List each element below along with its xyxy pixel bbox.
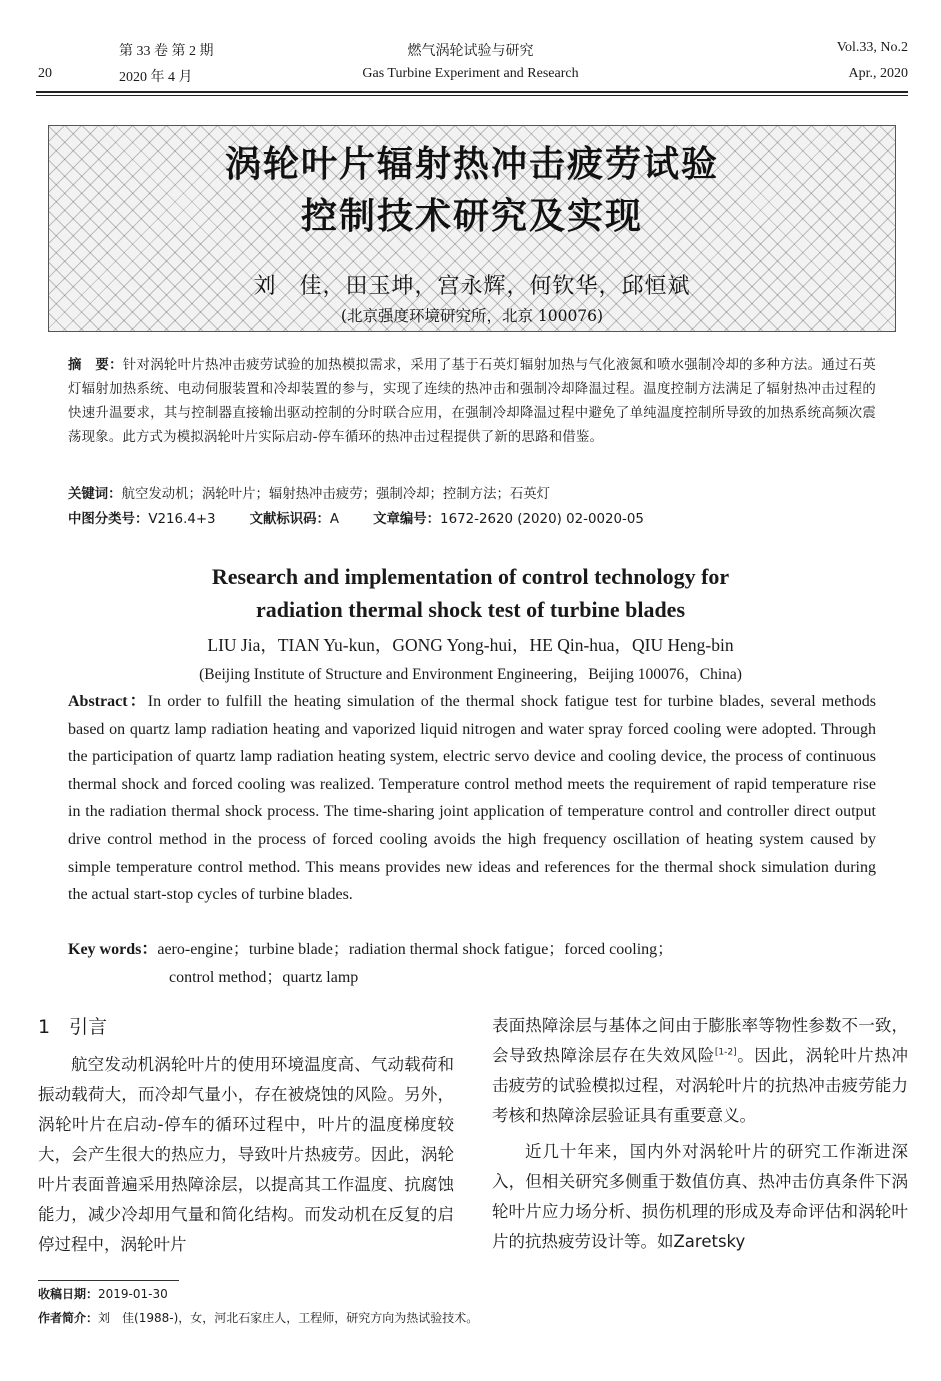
keywords-cn-text: 航空发动机；涡轮叶片；辐射热冲击疲劳；强制冷却；控制方法；石英灯 — [121, 487, 551, 502]
body-text: 表面热障涂层与基体之间由于膨胀率等物性参数不一致，会导致热障涂层存在失效风险 — [492, 1016, 908, 1065]
abstract-en-label: Abstract： — [68, 693, 148, 710]
body-text: 。因此，涡轮叶片热冲击疲劳的试验模拟过程，对涡轮叶片的抗热冲击疲劳能力考核和热障涂层验证具有重要意义。 — [492, 1046, 909, 1125]
abstract-cn — [68, 354, 876, 450]
date-cn: 2020 年 4 月 — [119, 70, 193, 85]
footnote-rule — [38, 1280, 179, 1281]
abstract-en — [68, 688, 876, 909]
article-no-label: 文章编号： — [373, 512, 441, 527]
citation: [1-2] — [714, 1047, 737, 1058]
abstract-cn-label: 摘 要： — [68, 358, 123, 373]
date-en: Apr., 2020 — [848, 66, 908, 81]
volume-issue-cn: 第 33 卷 第 2 期 — [119, 44, 214, 59]
received-date: 2019-01-30 — [98, 1287, 168, 1301]
footnote-received — [38, 1285, 168, 1302]
journal-name-en: Gas Turbine Experiment and Research — [362, 66, 579, 81]
keywords-en — [68, 936, 876, 992]
authors-en: LIU Jia，TIAN Yu-kun，GONG Yong-hui，HE Qin-hua，QIU Heng-bin — [207, 635, 734, 655]
received-label: 收稿日期： — [38, 1287, 99, 1301]
clc-value: V216.4+3 — [148, 512, 216, 527]
body-right-column — [492, 1011, 908, 1257]
body-paragraph: 近几十年来，国内外对涡轮叶片的研究工作渐进深入，但相关研究多侧重于数值仿真、热冲击仿真条件下涡轮叶片应力场分析、损伤机理的形成及寿命评估和涡轮叶片的抗热疲劳设计等。如Zaretsky — [492, 1142, 908, 1251]
section-heading: 1 引言 — [38, 1016, 108, 1038]
classification-line — [68, 508, 644, 527]
clc-label: 中图分类号： — [68, 512, 149, 527]
author-bio-label: 作者简介： — [38, 1311, 99, 1325]
volume-issue-en: Vol.33, No.2 — [836, 40, 908, 55]
authors-cn: 刘 佳，田玉坤，宫永辉，何钦华，邱恒斌 — [253, 274, 691, 299]
author-bio: 刘 佳(1988-)，女，河北石家庄人，工程师，研究方向为热试验技术。 — [98, 1311, 479, 1325]
body-paragraph: 航空发动机涡轮叶片的使用环境温度高、气动载荷和振动载荷大，而冷却气量小，存在被烧蚀的风险。另外，涡轮叶片在启动-停车的循环过程中，叶片的温度梯度较大，会产生很大的热应力，导致叶片热疲劳。因此，涡轮叶片表面普遍采用热障涂层，以提高其工作温度、抗腐蚀能力，减少冷却用气量和简化结构。而发动机在反复的启停过程中，涡轮叶片 — [38, 1055, 454, 1254]
header-rule-thin — [36, 95, 908, 96]
doc-code-label: 文献标识码： — [249, 512, 330, 527]
article-no-value: 1672-2620 (2020) 02-0020-05 — [440, 512, 644, 527]
keywords-en-line1: aero-engine；turbine blade；radiation thermal shock fatigue；forced cooling； — [157, 941, 674, 958]
title-box — [48, 125, 896, 332]
body-paragraph-continued — [492, 1011, 908, 1131]
keywords-en-label: Key words： — [68, 941, 158, 958]
doc-code-value: A — [329, 512, 340, 527]
title-cn-line1: 涡轮叶片辐射热冲击疲劳试验 — [224, 144, 719, 185]
footnote-author — [38, 1309, 478, 1326]
page-number: 20 — [38, 66, 52, 81]
title-en-line2: radiation thermal shock test of turbine blades — [256, 597, 685, 622]
abstract-cn-text: 针对涡轮叶片热冲击疲劳试验的加热模拟需求，采用了基于石英灯辐射加热与气化液氮和喷水强制冷却的多种方法。通过石英灯辐射加热系统、电动伺服装置和冷却装置的参与，实现了连续的热冲击和强制冷却降温过程。温度控制方法满足了辐射热冲击过程的快速升温要求，其与控制器直接输出驱动控制的分时联合应用，在强制冷却降温过程中避免了单纯温度控制所导致的加热系统高频次震荡现象。此方式为模拟涡轮叶片实际启动-停车循环的热冲击过程提供了新的思路和借鉴。 — [68, 358, 876, 445]
journal-name-cn: 燃气涡轮试验与研究 — [407, 44, 534, 59]
title-en-line1: Research and implementation of control technology for — [211, 564, 730, 589]
keywords-cn — [68, 483, 550, 502]
keywords-en-line2: control method；quartz lamp — [169, 969, 359, 986]
header-rule — [36, 91, 908, 93]
affiliation-en: (Beijing Institute of Structure and Environment Engineering，Beijing 100076，China) — [199, 666, 742, 683]
body-left-column — [38, 1050, 454, 1260]
affiliation-cn: (北京强度环境研究所，北京 100076) — [340, 307, 604, 325]
title-cn-line2: 控制技术研究及实现 — [300, 196, 643, 237]
abstract-en-text: In order to fulfill the heating simulation of the thermal shock fatigue test for turbine blades, several methods based on quartz lamp radiation heating and vaporized liquid nitrogen and water spray forced cooling were adopted. Through the participation of quartz lamp radiation heating system, electric servo device and cooling device, the process of continuous thermal shock and forced cooling was realized. Temperature control method meets the requirement of rapid temperature rise in the radiation thermal shock process. The time-sharing joint application of temperature control and controller direct output drive control method in the process of forced cooling avoids the high frequency oscillation of heating system caused by simple temperature control method. This means provides new ideas and references for the thermal shock simulation during the actual start-stop cycles of turbine blades. — [68, 693, 877, 904]
keywords-cn-label: 关键词： — [68, 487, 122, 502]
